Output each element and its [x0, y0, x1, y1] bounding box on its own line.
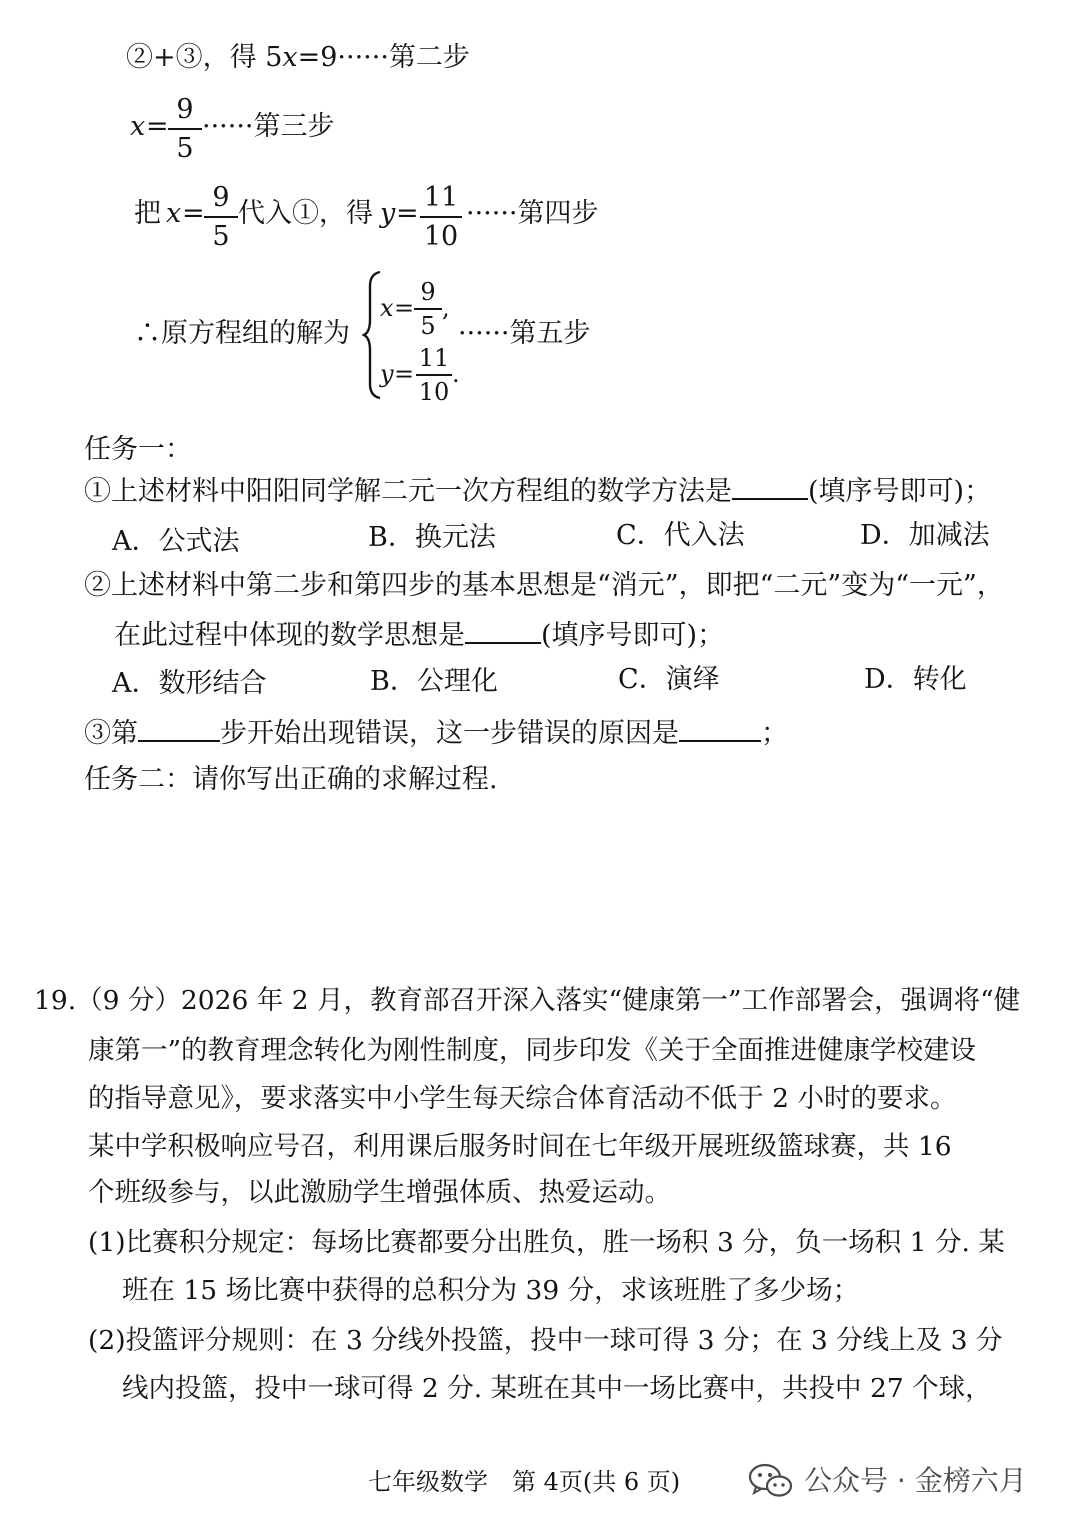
step5-x-end: , — [442, 294, 450, 322]
step5-x-eq: = — [394, 294, 415, 322]
task1-q2-line1: ②上述材料中第二步和第四步的基本思想是“消元”，即把“二元”变为“一元”， — [84, 570, 1004, 601]
step4-var-x: x — [166, 198, 182, 229]
watermark-text: 公众号 · 金榜六月 — [804, 1464, 1027, 1497]
task1-q1-option-c: C．代入法 — [616, 520, 745, 551]
step3-denominator: 5 — [176, 133, 194, 164]
q19-line4: 某中学积极响应号召，利用课后服务时间在七年级开展班级篮球赛，共 16 — [88, 1131, 952, 1162]
fraction-bar — [414, 308, 442, 310]
step5-x-denominator: 5 — [420, 312, 436, 340]
task1-q2-option-a: A．数形结合 — [112, 668, 267, 699]
task1-q2-option-c: C．演绎 — [618, 664, 720, 695]
step2-var: x — [282, 42, 298, 73]
q19-line3: 的指导意见》，要求落实中小学生每天综合体育活动不低于 2 小时的要求。 — [88, 1083, 957, 1114]
answer-blank[interactable] — [732, 476, 808, 500]
step3-numerator: 9 — [176, 94, 194, 125]
step4-mid: 代入①，得 — [238, 198, 373, 229]
step5-y-end: . — [452, 360, 460, 388]
step3-rest: ······第三步 — [202, 111, 335, 142]
step3-fraction — [168, 96, 202, 162]
step4-denominator-x: 5 — [212, 221, 230, 252]
step4-eq1: = — [182, 198, 205, 229]
step4-denominator-y: 10 — [423, 221, 459, 252]
step4-fraction-y — [420, 184, 462, 250]
task1-q1 — [84, 476, 991, 505]
task1-q3-b: 步开始出现错误，这一步错误的原因是 — [220, 718, 679, 749]
task1-q2-option-d: D．转化 — [864, 664, 967, 695]
step5-y-var: y — [380, 360, 394, 388]
task1-q2-option-b: B．公理化 — [370, 666, 498, 697]
task1-q1-option-b: B．换元法 — [368, 522, 496, 553]
step5-x-numerator: 9 — [420, 278, 436, 306]
step5-y-numerator: 11 — [418, 344, 450, 372]
step5-y-eq: = — [394, 360, 415, 388]
q19-part2-line2: 线内投篮，投中一球可得 2 分. 某班在其中一场比赛中，共投中 27 个球， — [122, 1373, 992, 1404]
step4-fraction-x — [204, 184, 238, 250]
answer-blank[interactable] — [138, 718, 220, 742]
step3-eq: = — [146, 111, 169, 142]
step4-prefix: 把 — [134, 198, 161, 229]
q19-part2-line1: (2)投篮评分规则：在 3 分线外投篮，投中一球可得 3 分；在 3 分线上及 3 分 — [88, 1325, 1003, 1356]
step4-rest: ······第四步 — [466, 198, 599, 229]
task1-q3 — [84, 718, 788, 747]
answer-blank[interactable] — [679, 718, 761, 742]
task1-q1-text: ①上述材料中阳阳同学解二元一次方程组的数学方法是 — [84, 476, 732, 507]
wechat-icon — [748, 1462, 794, 1500]
step5-y-denominator: 10 — [418, 378, 450, 406]
task1-q3-a: ③第 — [84, 718, 138, 749]
step5-prefix: ∴原方程组的解为 — [134, 318, 350, 349]
step2-line — [126, 44, 470, 71]
task1-q1-option-d: D．加减法 — [860, 520, 990, 551]
step5-x-var: x — [380, 294, 394, 322]
step4-numerator-y: 11 — [423, 182, 459, 213]
step5-y-fraction — [416, 346, 452, 404]
task1-q2-tail: (填序号即可)； — [541, 620, 725, 651]
task1-q1-tail: (填序号即可)； — [808, 476, 992, 507]
task1-q1-option-a: A．公式法 — [112, 526, 240, 557]
fraction-bar — [168, 128, 202, 130]
q19-part1-line2: 班在 15 场比赛中获得的总积分为 39 分，求该班胜了多少场； — [122, 1275, 860, 1306]
fraction-bar — [416, 374, 452, 376]
step5-rest: ······第五步 — [458, 318, 591, 349]
task1-q2-line2 — [114, 620, 724, 649]
q19-line5: 个班级参与，以此激励学生增强体质、热爱运动。 — [88, 1177, 671, 1208]
page-footer-label: 七年级数学 第 4页(共 6 页) — [368, 1468, 681, 1496]
watermark — [748, 1462, 1027, 1500]
step4-eq2: = — [396, 198, 419, 229]
fraction-bar — [420, 216, 462, 218]
task1-q3-c: ； — [761, 718, 788, 749]
task1-heading: 任务一： — [84, 434, 192, 465]
q19-line2: 康第一”的教育理念转化为刚性制度，同步印发《关于全面推进健康学校建设 — [88, 1035, 977, 1066]
task1-q2-text: 在此过程中体现的数学思想是 — [114, 620, 465, 651]
step4-var-y: y — [380, 198, 396, 229]
q19-line1: 19.（9 分）2026 年 2 月，教育部召开深入落实“健康第一”工作部署会，强调将“健 — [34, 985, 1021, 1016]
step2-text: ②+③，得 5 — [126, 42, 283, 73]
task2-text: 任务二：请你写出正确的求解过程. — [84, 764, 498, 795]
step5-x-fraction — [414, 280, 442, 338]
step3-var: x — [130, 111, 146, 142]
fraction-bar — [204, 216, 238, 218]
step2-rest: =9······第二步 — [297, 42, 470, 73]
q19-part1-line1: (1)比赛积分规定：每场比赛都要分出胜负，胜一场积 3 分，负一场积 1 分. 某 — [88, 1227, 1005, 1258]
step4-numerator-x: 9 — [212, 182, 230, 213]
answer-blank[interactable] — [465, 620, 541, 644]
